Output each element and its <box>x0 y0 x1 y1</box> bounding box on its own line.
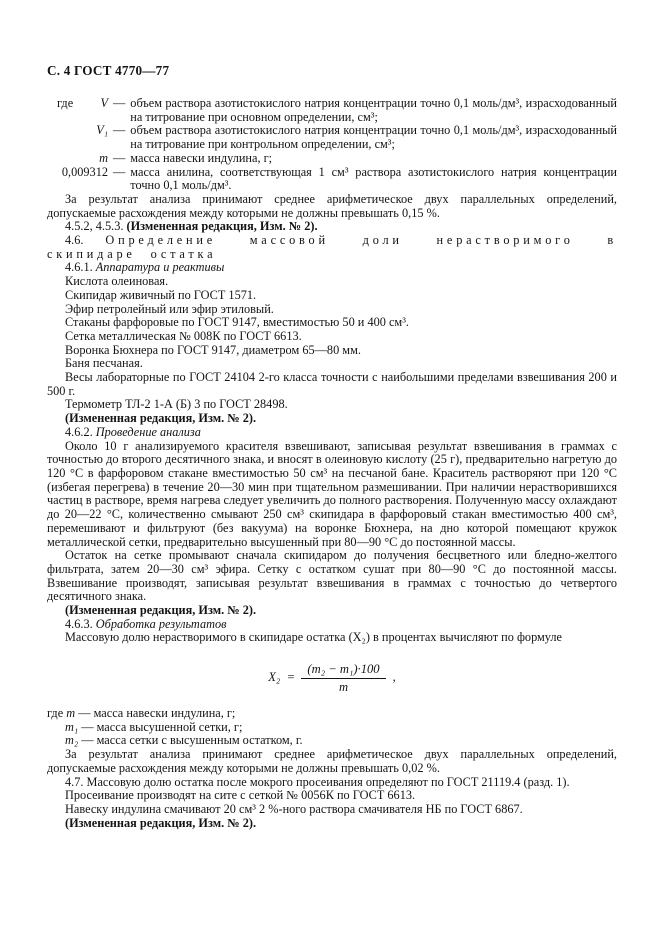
dash: — <box>81 733 94 748</box>
formula-x2 <box>47 662 617 694</box>
paragraph-amended-452-453 <box>47 220 617 234</box>
definition-term: m <box>99 150 108 165</box>
definition-term: m₁ <box>65 719 79 734</box>
apparatus-item-4: Стаканы фарфоровые по ГОСТ 9147, вместимостью 50 и 400 см³. <box>65 315 409 330</box>
section-4-6-2-heading <box>47 426 617 440</box>
section-title: Проведение анализа <box>95 424 201 439</box>
definition-text: масса навески индулина, г; <box>130 150 273 165</box>
definition-text: объем раствора азотистокислого натрия концентрации точно 0,1 моль/дм³, израсходованный на титрование при контрольном определении, см³; <box>130 123 617 152</box>
section-4-6-3-heading <box>47 618 617 632</box>
document-body <box>47 97 617 830</box>
page-header: С. 4 ГОСТ 4770—77 <box>47 63 170 78</box>
definition-text: масса сетки с высушенным остатком, г. <box>96 733 303 748</box>
apparatus-item-2: Скипидар живичный по ГОСТ 1571. <box>65 287 257 302</box>
definition-term: V <box>100 96 108 110</box>
definition-term: V₁ <box>96 123 108 138</box>
dash: — <box>113 123 126 138</box>
dash: — <box>78 706 91 721</box>
definition-row-m2 <box>47 734 617 748</box>
section-number: 4.6.1. <box>65 260 93 275</box>
paragraph-sieving: Просеивание производят на сите с сеткой № 0056К по ГОСТ 6613. <box>65 788 416 803</box>
definition-term: m₂ <box>65 733 79 748</box>
paragraph-result-tolerance-002: За результат анализа принимают среднее арифметическое двух параллельных определений, допускаемые расхождения между которыми не должны превышать 0,02 %. <box>47 747 617 775</box>
definition-text: объем раствора азотистокислого натрия концентрации точно 0,1 моль/дм³, израсходованный на титрование при основном определении, см³; <box>130 96 617 124</box>
definition-row-const <box>47 166 617 193</box>
formula-denominator: m <box>338 679 349 694</box>
dash: — <box>113 96 126 110</box>
paragraph-clause-4-7: 4.7. Массовую долю остатка после мокрого просеивания определяют по ГОСТ 21119.4 (разд. 1). <box>65 774 570 789</box>
formula-fraction <box>301 662 385 694</box>
where-label: где <box>47 706 64 721</box>
paragraph-formula-intro: Массовую долю нерастворимого в скипидаре остатка (X₂) в процентах вычисляют по формуле <box>65 630 563 645</box>
formula-lhs: X₂ <box>268 670 281 685</box>
paragraph-residue-washing: Остаток на сетке промывают сначала скипидаром до получения бесцветного или бледно-желтого фильтрата, затем 20—30 см³ эфира. Сетку с остатком сушат при 80—90 °С до постоянной массы. Взвешивание производят, записывая результат взвешивания в граммах с точностью до четвертого десятичного знака. <box>47 548 617 604</box>
section-title: Аппаратура и реактивы <box>95 260 225 275</box>
equals-sign: = <box>287 670 295 685</box>
definition-row-v1 <box>47 124 617 151</box>
amended-note: (Измененная редакция, Изм. № 2). <box>65 603 257 618</box>
section-number: 4.6. <box>65 233 84 248</box>
apparatus-item-5: Сетка металлическая № 008К по ГОСТ 6613. <box>65 328 302 343</box>
apparatus-item-1: Кислота олеиновая. <box>65 274 169 289</box>
where-definition-list-2 <box>47 707 617 748</box>
apparatus-item-8: Весы лабораторные по ГОСТ 24104 2-го класса точности с наибольшими пределами взвешивания 200 и 500 г. <box>47 370 617 398</box>
section-number: 4.6.2. <box>65 424 93 439</box>
definition-term: 0,009312 <box>61 164 108 179</box>
paragraph-analysis-procedure: Около 10 г анализируемого красителя взвешивают, записывая результат взвешивания в граммах с точностью до второго десятичного знака, и вносят в олеиновую кислоту (25 г), предварительно нагретую до 120 °С в фарфоровом стакане вместимостью 50 см³ на песчаной бане. Краситель растворяют при 120 °С (избегая перегрева) в течение 20—30 мин при тщательном размешивании. При наличии нерастворившихся частиц в растворе, время нагрева следует увеличить до полного растворения. Полученную массу охлаждают до 20—22 °С, количественно смывают 250 см³ скипидара в фарфоровый стакан вместимостью 400 см³, перемешивают и фильтруют (без вакуума) на воронке Бюхнера, на дно которой помещают кружок металлической сетки, предварительно высушенный при 80—90 °С до постоянной массы. <box>47 438 617 549</box>
amended-note: (Измененная редакция, Изм. № 2). <box>65 815 257 830</box>
section-4-6-heading <box>47 234 617 261</box>
section-4-6-1-heading <box>47 261 617 275</box>
clause-reference: 4.5.2, 4.5.3. <box>65 219 124 234</box>
definition-row-m <box>47 707 617 721</box>
definition-text: масса высушенной сетки, г; <box>96 719 243 734</box>
apparatus-item-9: Термометр ТЛ-2 1-А (Б) 3 по ГОСТ 28498. <box>65 397 288 412</box>
apparatus-item-6: Воронка Бюхнера по ГОСТ 9147, диаметром 65—80 мм. <box>65 342 361 357</box>
definition-row-m <box>47 152 617 166</box>
definition-row-v <box>47 97 617 124</box>
amended-note: (Измененная редакция, Изм. № 2). <box>126 219 318 234</box>
dash: — <box>113 150 126 165</box>
paragraph-wetting: Навеску индулина смачивают 20 см³ 2 %-ного раствора смачивателя НБ по ГОСТ 6867. <box>65 801 523 816</box>
dash: — <box>81 719 94 734</box>
section-title: Обработка результатов <box>95 616 227 631</box>
paragraph-result-tolerance-015: За результат анализа принимают среднее арифметическое двух параллельных определений, допускаемые расхождения между которыми не должны превышать 0,15 %. <box>47 191 617 220</box>
dash: — <box>113 164 126 179</box>
amended-note: (Измененная редакция, Изм. № 2). <box>65 411 257 426</box>
apparatus-item-7: Баня песчаная. <box>65 356 143 371</box>
formula-comma: , <box>392 670 396 685</box>
apparatus-item-3: Эфир петролейный или эфир этиловый. <box>65 301 274 316</box>
definition-text: масса анилина, соответствующая 1 см³ раствора азотистокислого натрия концентрации точно 0,1 моль/дм³. <box>130 164 617 193</box>
where-definition-list-1 <box>47 97 617 193</box>
definition-row-m1 <box>47 721 617 735</box>
section-number: 4.6.3. <box>65 616 93 631</box>
definition-text: масса навески индулина, г; <box>93 706 236 721</box>
definition-term: m <box>66 706 76 721</box>
section-title: Определение массовой доли нерастворимого в скипидаре остатка <box>47 233 618 261</box>
formula-numerator: (m₂ − m₁)·100 <box>301 662 385 678</box>
where-label: где <box>57 96 74 110</box>
